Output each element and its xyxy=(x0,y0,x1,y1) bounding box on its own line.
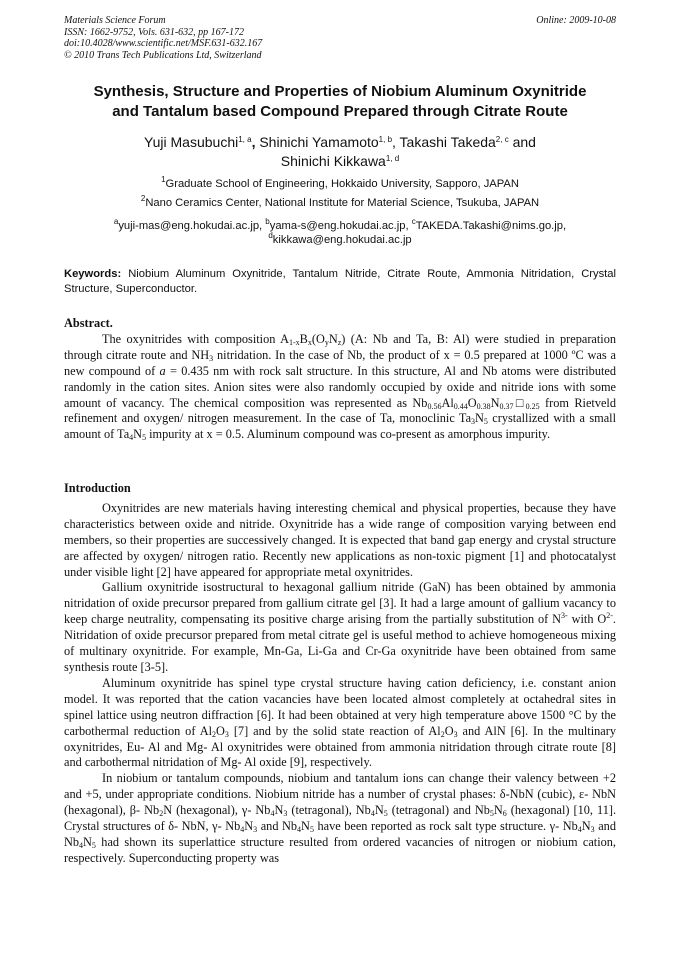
author-1-sup: 1, a xyxy=(238,135,252,144)
affiliation-2-text: Nano Ceramics Center, National Institute for Material Science, Tsukuba, JAPAN xyxy=(145,197,540,209)
email-2-sup: b xyxy=(265,217,270,226)
title-line-1: Synthesis, Structure and Properties of Niobium Aluminum Oxynitride xyxy=(93,83,587,100)
abstract-heading: Abstract. xyxy=(64,316,113,330)
author-2: Shinichi Yamamoto xyxy=(259,134,379,150)
affiliation-1-sup: 1 xyxy=(161,175,166,184)
introduction-heading: Introduction xyxy=(64,481,131,495)
author-2-sup: 1, b xyxy=(378,135,393,144)
intro-paragraph-1: Oxynitrides are new materials having interesting chemical and physical properties, because they have characteristics between oxide and nitride. Oxynitride has a wide range of composition varying between end members, so their properties are successively changed. It is expected that band gap energy and crystal structure are affected by oxygen/ nitrogen ratio. Recently new applications as non-toxic pigment [1] and photocatalyst under visible light [2] have appeared for appropriate metal oxynitrides. xyxy=(64,500,616,579)
intro-paragraph-4: In niobium or tantalum compounds, niobium and tantalum ions can change their valency between +2 and +5, under appropriate conditions. Niobium nitride has a number of crystal phases: δ-NbN (cubic), ε- NbN (hexagonal), β- $Nb_2N$ (hexagonal), γ- $Nb_4N_3$ (tetragonal), $Nb_4N_5$ (tetragonal) and $Nb_5N_6$ (hexagonal) [10, 11]. Crystal structures of δ- NbN, γ- $Nb_4N_3$ and $Nb_4N_5$ have been reported as rock salt type structure. γ- $Nb_4N_3$ and $Nb_4N_5$ had shown its superlattice structure resulted from ordered vacancies of nitrogen or niobium cation, respectively. Superconducting property was xyxy=(64,771,617,865)
author-and: and xyxy=(512,134,536,150)
introduction-section xyxy=(64,481,616,867)
email-3[interactable]: TAKEDA.Takashi@nims.go.jp, xyxy=(415,220,567,232)
author-list: Yuji Masubuchi$^{1, a}$, Shinichi Yamamoto$^{1, b}$, Takashi Takeda$^{2, c}$ and Shinichi Kikkawa$^{1, d}$ xyxy=(144,134,536,169)
affiliation-1 xyxy=(64,177,616,191)
abstract-paragraph: The oxynitrides with composition $A_{1-x}B_x(O_yN_z)$ (A: Nb and Ta, B: Al) were studied in preparation through citrate route and $NH_3$ nitridation. In the case of Nb, the product of x = 0.5 prepared at 1000 ºC was a new compound of a = 0.435 nm with rock salt structure. In this structure, Al and Nb atoms were distributed randomly in the cation sites. Anion sites were also randomly occupied by oxide and nitride ions with some amount of vacancy. The chemical composition was represented as $Nb_{0.56}Al_{0.44}O_{0.38}N_{0.37}□_{0.25}$ from Rietveld refinement and oxygen/ nitrogen measurement. In the case of Ta, monoclinic $Ta_3N_5$ crystallized with a small amount of $Ta_4N_5$ impurity at x = 0.5. Aluminum compound was co-present as amorphous impurity. xyxy=(64,331,616,443)
intro-paragraph-2: Gallium oxynitride isostructural to hexagonal gallium nitride (GaN) has been obtained by ammonia nitridation of oxide precursor prepared from gallium citrate gel [3]. It had a large amount of gallium vacancy to keep charge neutrality, compensating its positive charge arising from the partially substitution of $N^{3-}$ with $O^{2-}$. Nitridation of oxide precursor prepared from metal citrate gel is useful method to achieve homogeneous mixing of multinary oxynitride. For example, Mn-Ga, Li-Ga and Cr-Ga oxynitride have been obtained from same synthesis route [3-5]. xyxy=(64,580,616,674)
title-line-2: and Tantalum based Compound Prepared through Citrate Route xyxy=(112,103,568,120)
abstract-section xyxy=(64,316,616,443)
paper-title xyxy=(64,82,616,122)
email-2[interactable]: yama-s@eng.hokudai.ac.jp, xyxy=(269,220,409,232)
email-1-sup: a xyxy=(113,217,119,226)
issn-line: ISSN: 1662-9752, Vols. 631-632, pp 167-172 xyxy=(64,26,244,38)
author-4-sup: 1, d xyxy=(385,154,400,163)
copyright-line: © 2010 Trans Tech Publications Ltd, Switzerland xyxy=(64,49,262,61)
email-4[interactable]: kikkawa@eng.hokudai.ac.jp xyxy=(272,234,412,246)
doi-line[interactable]: doi:10.4028/www.scientific.net/MSF.631-632.167 xyxy=(64,38,263,50)
journal-name: Materials Science Forum xyxy=(64,15,166,26)
affiliation-2-sup: 2 xyxy=(140,194,146,203)
journal-header xyxy=(64,15,616,61)
author-3-sup: 2, c xyxy=(495,135,509,144)
online-date: Online: 2009-10-08 xyxy=(536,15,616,26)
email-4-sup: d xyxy=(268,231,273,240)
affiliation-2 xyxy=(64,196,616,210)
author-4: Shinichi Kikkawa xyxy=(280,153,386,169)
keywords-text: Niobium Aluminum Oxynitride, Tantalum Nitride, Citrate Route, Ammonia Nitridation, Crystal Structure, Superconductor. xyxy=(64,268,617,295)
keywords xyxy=(64,267,616,297)
keywords-label: Keywords: xyxy=(64,268,122,280)
email-3-sup: c xyxy=(411,217,416,226)
affiliation-1-text: Graduate School of Engineering, Hokkaido University, Sapporo, JAPAN xyxy=(165,178,519,190)
email-1[interactable]: yuji-mas@eng.hokudai.ac.jp, xyxy=(118,220,263,232)
author-3: Takashi Takeda xyxy=(399,134,496,150)
email-list xyxy=(64,219,616,247)
author-1: Yuji Masubuchi xyxy=(144,134,239,150)
intro-paragraph-3: Aluminum oxynitride has spinel type crystal structure having cation deficiency, i.e. constant anion model. It was reported that the cation vacancies have been located almost completely at octahedral sites in spinel lattice using neutron diffraction [6]. It had been obtained at very high temperature above 1500 °C by the carbothermal reduction of $Al_2O_3$ [7] and by the solid state reaction of $Al_2O_3$ and AlN [6]. In the multinary oxynitrides, Eu- Al and Mg- Al oxynitrides were obtained from ammonia nitridation through citrate route [8] and carbothermal nitridation of Mg- Al oxide [9], respectively. xyxy=(64,675,616,770)
